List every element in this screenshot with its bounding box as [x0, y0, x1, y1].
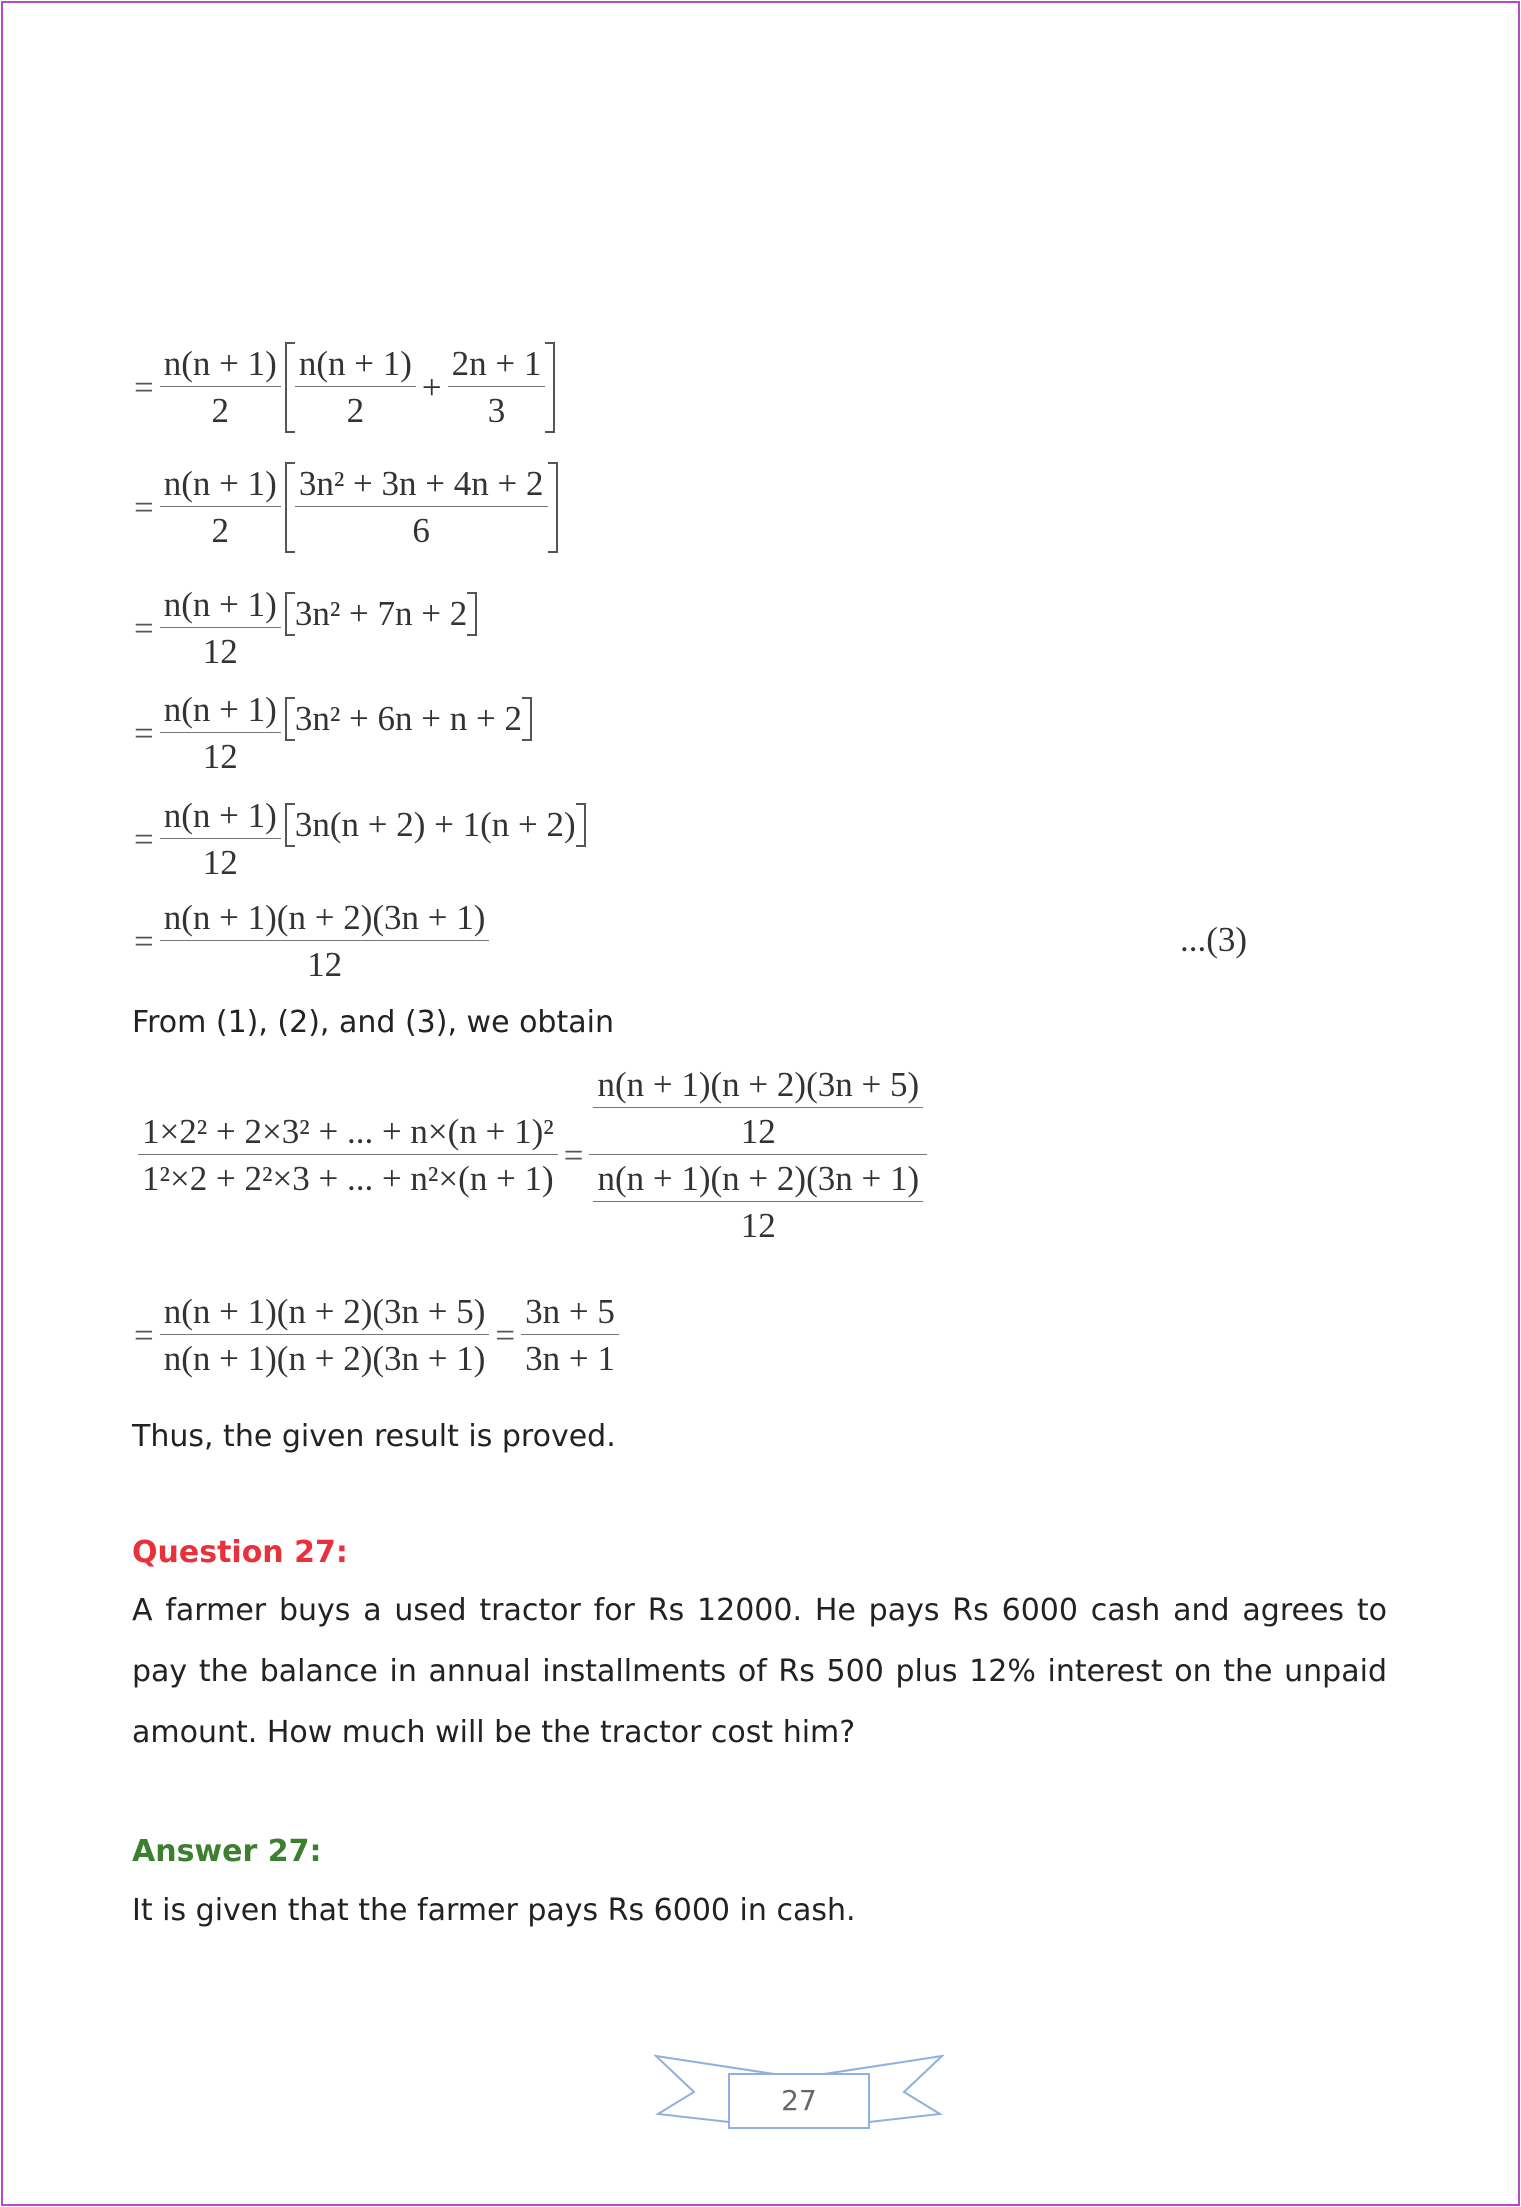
- plus: +: [421, 367, 442, 407]
- question-text: A farmer buys a used tractor for Rs 12000. He pays Rs 6000 cash and agrees to pay the balance in annual installments of Rs 500 plus 12% interest on the unpaid amount. How much will be the tractor cost him?: [132, 1593, 1387, 1750]
- math-step-5: [134, 796, 586, 883]
- denominator: 3: [487, 391, 506, 430]
- fraction: [160, 898, 490, 985]
- denominator: n(n + 1)(n + 2)(3n + 1): [163, 1339, 486, 1378]
- equals: =: [134, 713, 154, 753]
- rhs-denominator: [589, 1155, 927, 1246]
- numerator: n(n + 1): [160, 690, 281, 733]
- from-text: From (1), (2), and (3), we obtain: [132, 1005, 614, 1040]
- denominator: 6: [412, 511, 430, 550]
- simplify-equation: [134, 1292, 619, 1379]
- fraction: [295, 344, 416, 431]
- answer-heading: Answer 27:: [132, 1834, 322, 1869]
- bracket: [285, 592, 477, 636]
- equals: =: [563, 1135, 584, 1175]
- denominator: 12: [202, 843, 238, 882]
- numerator: 1×2² + 2×3² + ... + n×(n + 1)²: [138, 1112, 558, 1155]
- numerator: 2n + 1: [448, 344, 546, 387]
- denominator: 12: [202, 737, 238, 776]
- fraction: [160, 464, 281, 551]
- denominator: 1²×2 + 2²×3 + ... + n²×(n + 1): [142, 1159, 554, 1198]
- page-number: 27: [781, 2084, 817, 2117]
- rhs-fraction: [589, 1065, 927, 1246]
- numerator: n(n + 1): [160, 464, 281, 507]
- denominator: 12: [202, 632, 238, 671]
- bracket-content: 3n² + 6n + n + 2: [294, 698, 523, 738]
- fraction: [160, 796, 281, 883]
- numerator: n(n + 1)(n + 2)(3n + 5): [593, 1065, 923, 1108]
- denominator: 2: [211, 511, 230, 550]
- fraction: [593, 1159, 923, 1246]
- tag-label: ...(3): [1180, 920, 1248, 959]
- denominator: 3n + 1: [525, 1339, 615, 1378]
- fraction: [160, 690, 281, 777]
- answer-text: It is given that the farmer pays Rs 6000 in cash.: [132, 1893, 856, 1928]
- denominator: 12: [740, 1112, 776, 1151]
- denominator: 2: [346, 391, 365, 430]
- equals: =: [134, 819, 154, 859]
- fraction: [160, 1292, 490, 1379]
- equals: =: [134, 608, 154, 648]
- numerator: n(n + 1): [160, 585, 281, 628]
- page-number-ribbon: [654, 2052, 944, 2142]
- equals: =: [495, 1315, 516, 1355]
- numerator: n(n + 1)(n + 2)(3n + 1): [593, 1159, 923, 1202]
- numerator: n(n + 1)(n + 2)(3n + 5): [160, 1292, 490, 1335]
- equals: =: [134, 1315, 154, 1355]
- math-step-1: [134, 342, 555, 433]
- equals: =: [134, 367, 154, 407]
- numerator: n(n + 1): [295, 344, 416, 387]
- numerator: n(n + 1): [160, 344, 281, 387]
- fraction: [593, 1065, 923, 1152]
- ratio-equation: [138, 1065, 927, 1246]
- denominator: 2: [211, 391, 230, 430]
- lhs-fraction: [138, 1112, 558, 1199]
- denominator: 12: [307, 945, 343, 984]
- numerator: 3n² + 3n + 4n + 2: [295, 464, 548, 507]
- bracket: [285, 342, 556, 433]
- math-step-4: [134, 690, 532, 777]
- numerator: n(n + 1): [160, 796, 281, 839]
- math-step-2: [134, 462, 558, 553]
- bracket: [285, 697, 532, 741]
- equals: =: [134, 487, 154, 527]
- denominator: 12: [740, 1206, 776, 1245]
- numerator: n(n + 1)(n + 2)(3n + 1): [160, 898, 490, 941]
- fraction: [160, 344, 281, 431]
- bracket-content: 3n² + 7n + 2: [294, 593, 468, 633]
- rhs-numerator: [589, 1065, 927, 1155]
- numerator: 3n + 5: [521, 1292, 619, 1335]
- math-step-6: [134, 898, 489, 985]
- fraction: [295, 464, 548, 551]
- bracket-content: 3n(n + 2) + 1(n + 2): [294, 804, 576, 844]
- equation-tag: [1180, 920, 1247, 960]
- fraction: [448, 344, 546, 431]
- math-step-3: [134, 585, 477, 672]
- bracket: [285, 462, 558, 553]
- question-heading: Question 27:: [132, 1535, 348, 1570]
- fraction: [160, 585, 281, 672]
- bracket: [285, 803, 586, 847]
- equals: =: [134, 921, 154, 961]
- thus-text: Thus, the given result is proved.: [132, 1419, 616, 1454]
- fraction: [521, 1292, 619, 1379]
